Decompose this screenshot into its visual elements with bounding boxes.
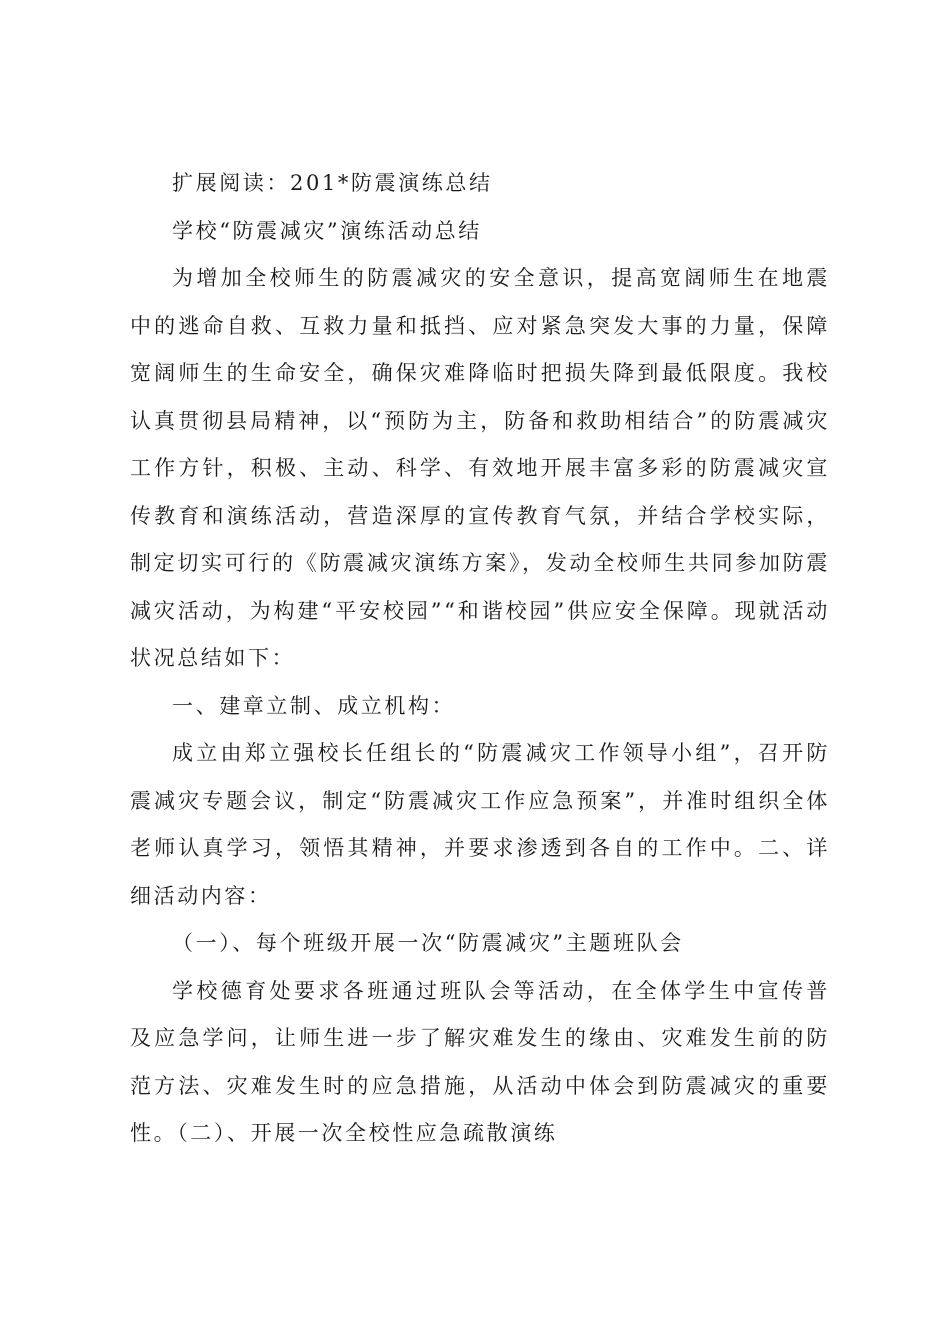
reading-heading: 扩展阅读：201*防震演练总结 [172, 171, 493, 195]
section-heading-1: 一、建章立制、成立机构： [172, 693, 456, 718]
document-title: 学校“防震减灾”演练活动总结 [172, 218, 482, 243]
intro-paragraph: 为增加全校师生的防震减灾的安全意识，提高宽阔师生在地震中的逃命自救、互救力量和抵挡、应对紧急突发大事的力量，保障宽阔师生的生命安全，确保灾难降临时把损失降到最低限度。我校认真贯彻县局精神，以“预防为主，防备和救助相结合”的防震减灾工作方针，积极、主动、科学、有效地开展丰富多彩的防震减灾宣传教育和演练活动，营造深厚的宣传教育气氛，并结合学校实际，制定切实可行的《防震减灾演练方案》，发动全校师生共同参加防震减灾活动，为构建“平安校园”“和谐校园”供应安全保障。现就活动状况总结如下： [130, 266, 830, 670]
subsection-paragraph-1: 学校德育处要求各班通过班队会等活动，在全体学生中宣传普及应急学问，让师生进一步了解灾难发生的缘由、灾难发生前的防范方法、灾难发生时的应急措施，从活动中体会到防震减灾的重要性。（二）、开展一次全校性应急疏散演练 [130, 978, 830, 1145]
section-paragraph-1: 成立由郑立强校长任组长的“防震减灾工作领导小组”，召开防震减灾专题会议，制定“防震减灾工作应急预案”，并准时组织全体老师认真学习，领悟其精神，并要求渗透到各自的工作中。二、详细活动内容： [130, 741, 830, 908]
subsection-heading-1: （一）、每个班级开展一次“防震减灾”主题班队会 [172, 931, 684, 955]
document-body [130, 160, 830, 1158]
